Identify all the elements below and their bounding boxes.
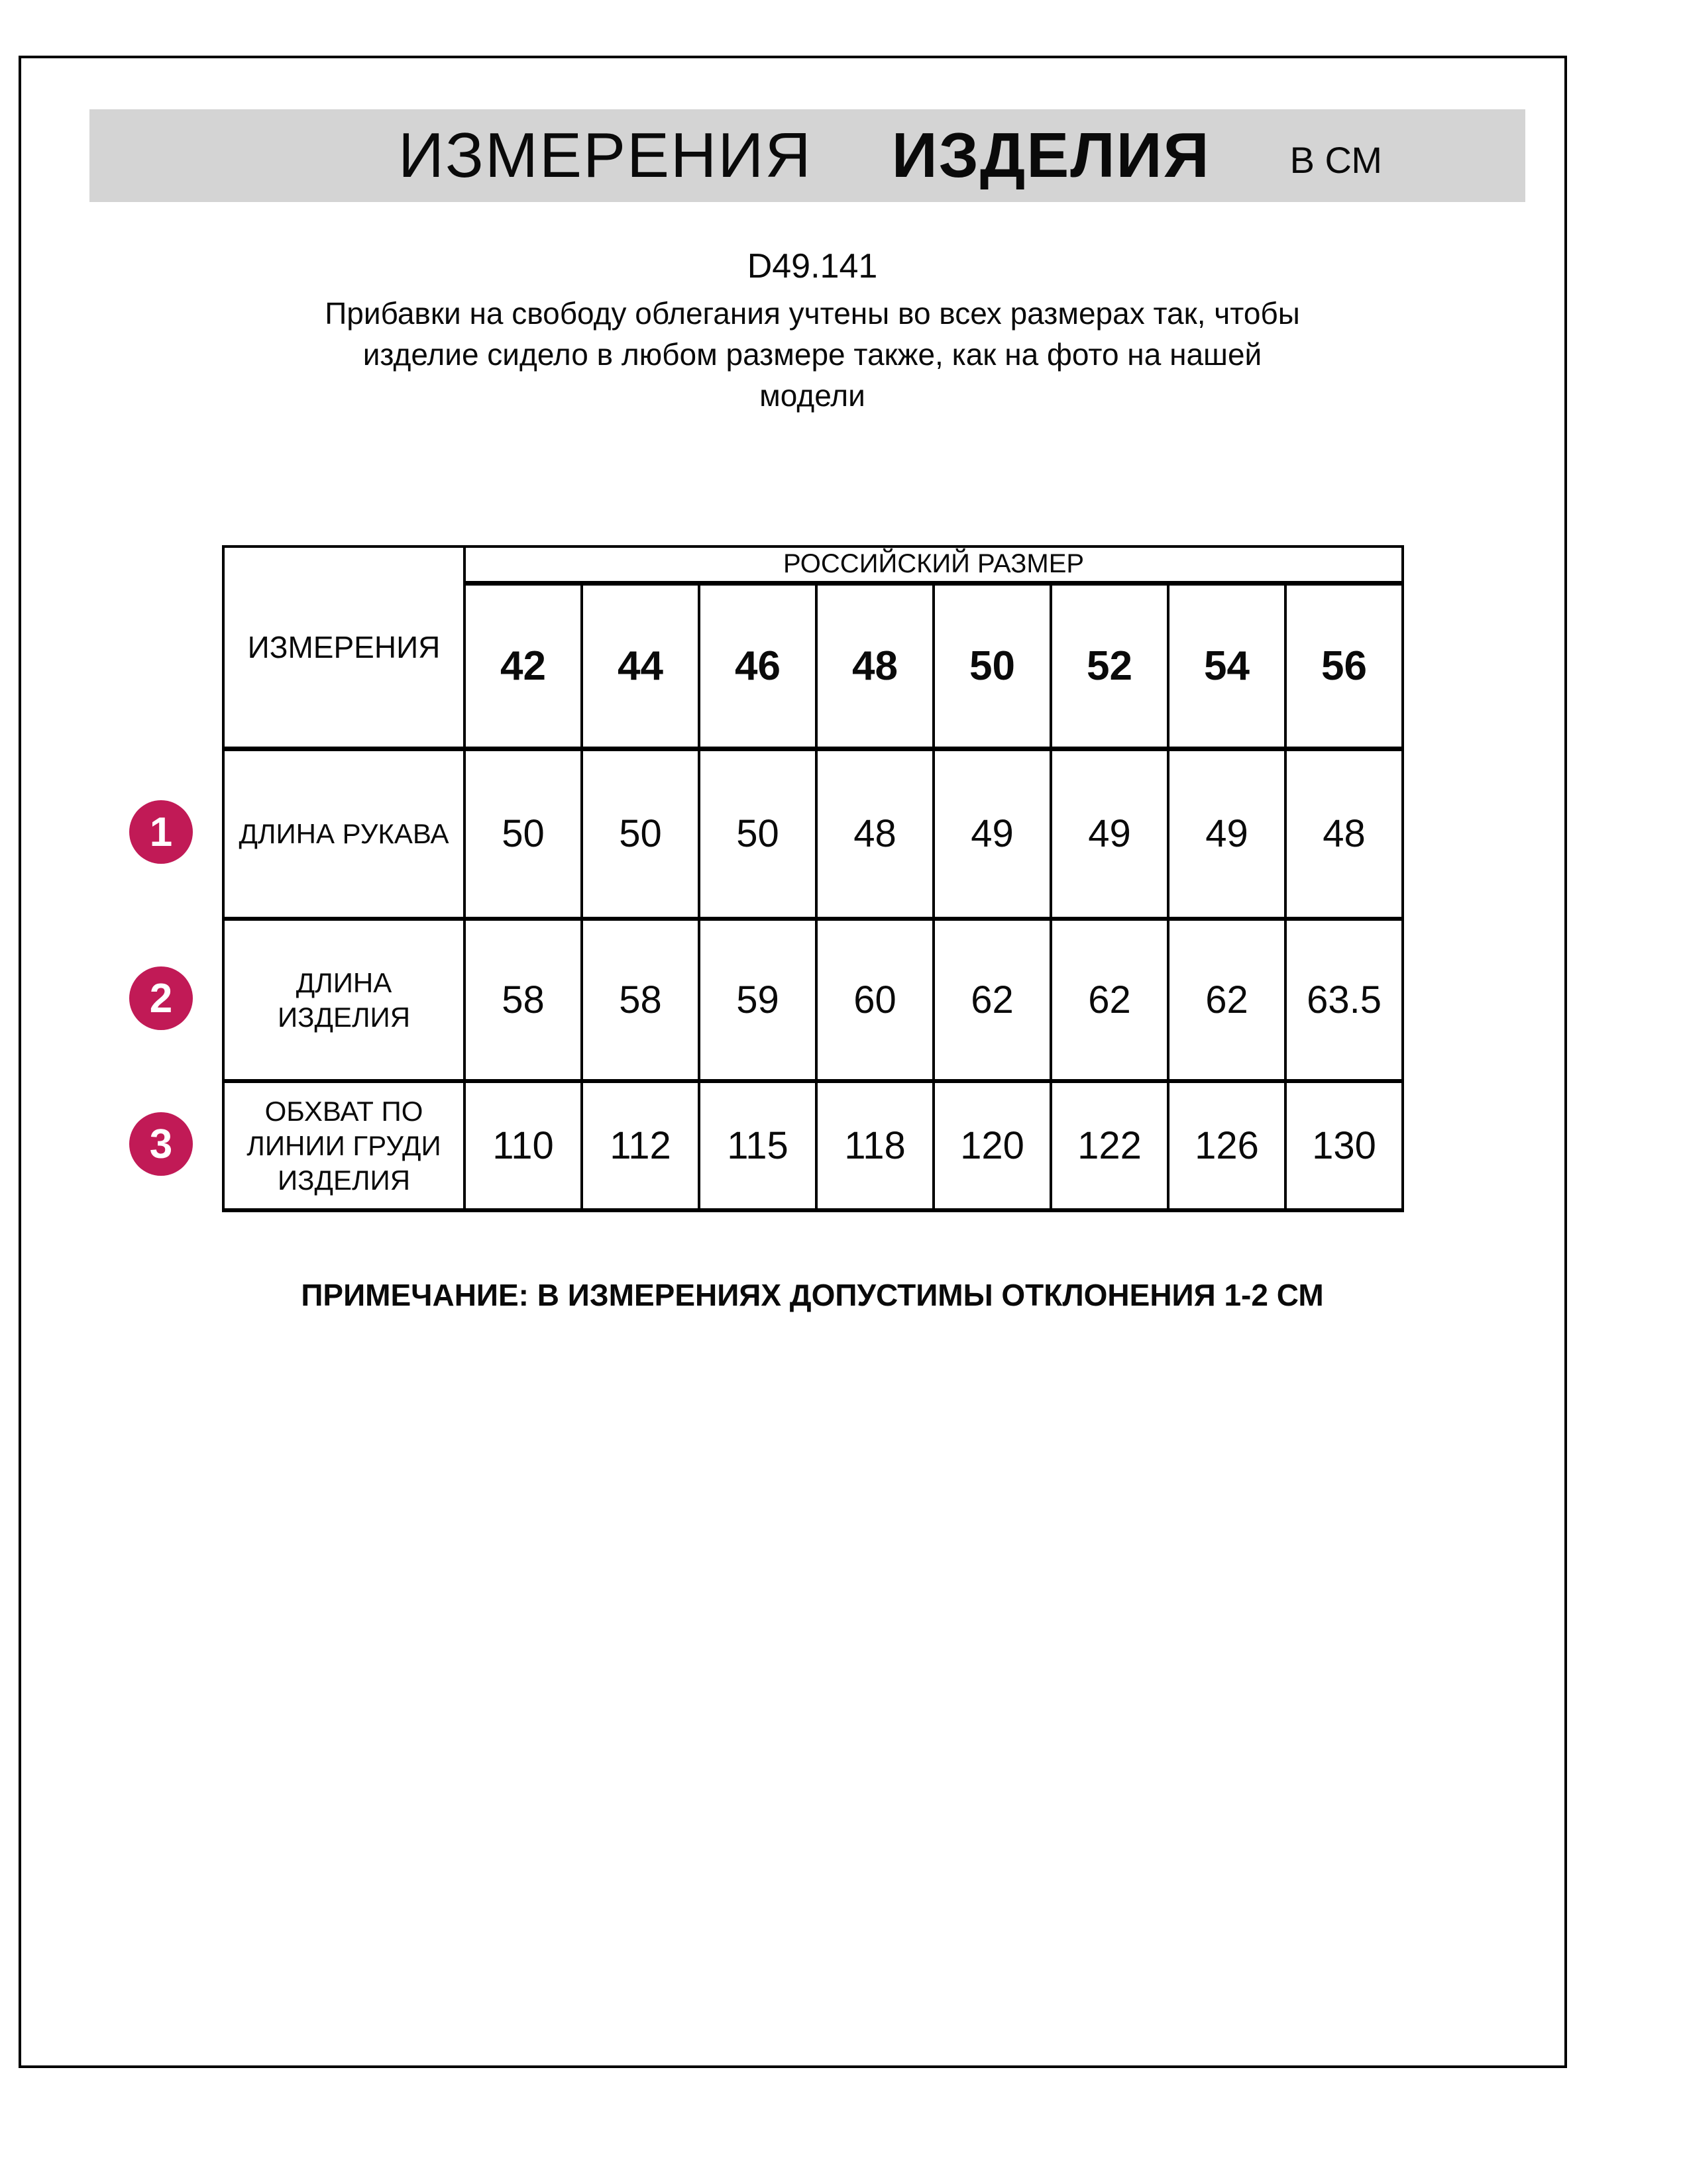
size-header-cell: 42 <box>464 583 582 749</box>
row-label-line: ДЛИНА РУКАВА <box>239 817 449 849</box>
size-header-cell: 48 <box>816 583 934 749</box>
table-group-header-row <box>223 546 1403 583</box>
row-label-line: ЛИНИИ ГРУДИ <box>246 1129 441 1161</box>
value-cell: 126 <box>1168 1081 1285 1210</box>
row-label <box>223 749 464 919</box>
value-cell: 49 <box>934 749 1051 919</box>
value-cell: 63.5 <box>1285 919 1403 1081</box>
value-cell: 118 <box>816 1081 934 1210</box>
value-cell: 62 <box>1051 919 1168 1081</box>
row-number-badge-1: 1 <box>129 800 193 864</box>
description-line: модели <box>759 378 865 413</box>
value-cell: 130 <box>1285 1081 1403 1210</box>
value-cell: 50 <box>464 749 582 919</box>
description-paragraph <box>156 293 1469 416</box>
title-word-measurements: ИЗМЕРЕНИЯ <box>398 120 812 191</box>
value-cell: 58 <box>464 919 582 1081</box>
table-row-product-length <box>223 919 1403 1081</box>
value-cell: 49 <box>1051 749 1168 919</box>
table-row-chest-girth <box>223 1081 1403 1210</box>
corner-label: ИЗМЕРЕНИЯ <box>223 546 464 749</box>
value-cell: 50 <box>582 749 699 919</box>
value-cell: 49 <box>1168 749 1285 919</box>
row-label-line: ИЗДЕЛИЯ <box>277 1001 411 1033</box>
description-line: Прибавки на свободу облегания учтены во всех размерах так, чтобы <box>325 296 1300 331</box>
value-cell: 48 <box>816 749 934 919</box>
title-bar <box>89 109 1525 202</box>
table-row-sleeve-length <box>223 749 1403 919</box>
model-number: D49.141 <box>747 247 878 286</box>
value-cell: 48 <box>1285 749 1403 919</box>
value-cell: 50 <box>699 749 816 919</box>
value-cell: 122 <box>1051 1081 1168 1210</box>
value-cell: 62 <box>1168 919 1285 1081</box>
row-number-badge-2: 2 <box>129 966 193 1030</box>
value-cell: 112 <box>582 1081 699 1210</box>
title-unit-cm: В СМ <box>1289 138 1382 181</box>
size-header-cell: 46 <box>699 583 816 749</box>
value-cell: 59 <box>699 919 816 1081</box>
row-number-badge-3: 3 <box>129 1112 193 1176</box>
value-cell: 110 <box>464 1081 582 1210</box>
size-header-cell: 54 <box>1168 583 1285 749</box>
row-label-line: ДЛИНА <box>296 966 392 998</box>
size-header-cell: 50 <box>934 583 1051 749</box>
note-text: ПРИМЕЧАНИЕ: В ИЗМЕРЕНИЯХ ДОПУСТИМЫ ОТКЛОНЕНИЯ 1-2 СМ <box>301 1278 1324 1312</box>
description-line: изделие сидело в любом размере также, как на фото на нашей <box>362 337 1262 372</box>
size-header-cell: 52 <box>1051 583 1168 749</box>
title-word-product: ИЗДЕЛИЯ <box>891 120 1211 191</box>
value-cell: 115 <box>699 1081 816 1210</box>
size-header-cell: 56 <box>1285 583 1403 749</box>
value-cell: 58 <box>582 919 699 1081</box>
value-cell: 60 <box>816 919 934 1081</box>
row-label <box>223 919 464 1081</box>
row-label-line: ОБХВАТ ПО <box>264 1095 423 1127</box>
row-label <box>223 1081 464 1210</box>
size-group-header: РОССИЙСКИЙ РАЗМЕР <box>464 546 1403 583</box>
size-table <box>222 545 1404 1212</box>
value-cell: 120 <box>934 1081 1051 1210</box>
size-header-cell: 44 <box>582 583 699 749</box>
value-cell: 62 <box>934 919 1051 1081</box>
row-label-line: ИЗДЕЛИЯ <box>277 1164 411 1196</box>
